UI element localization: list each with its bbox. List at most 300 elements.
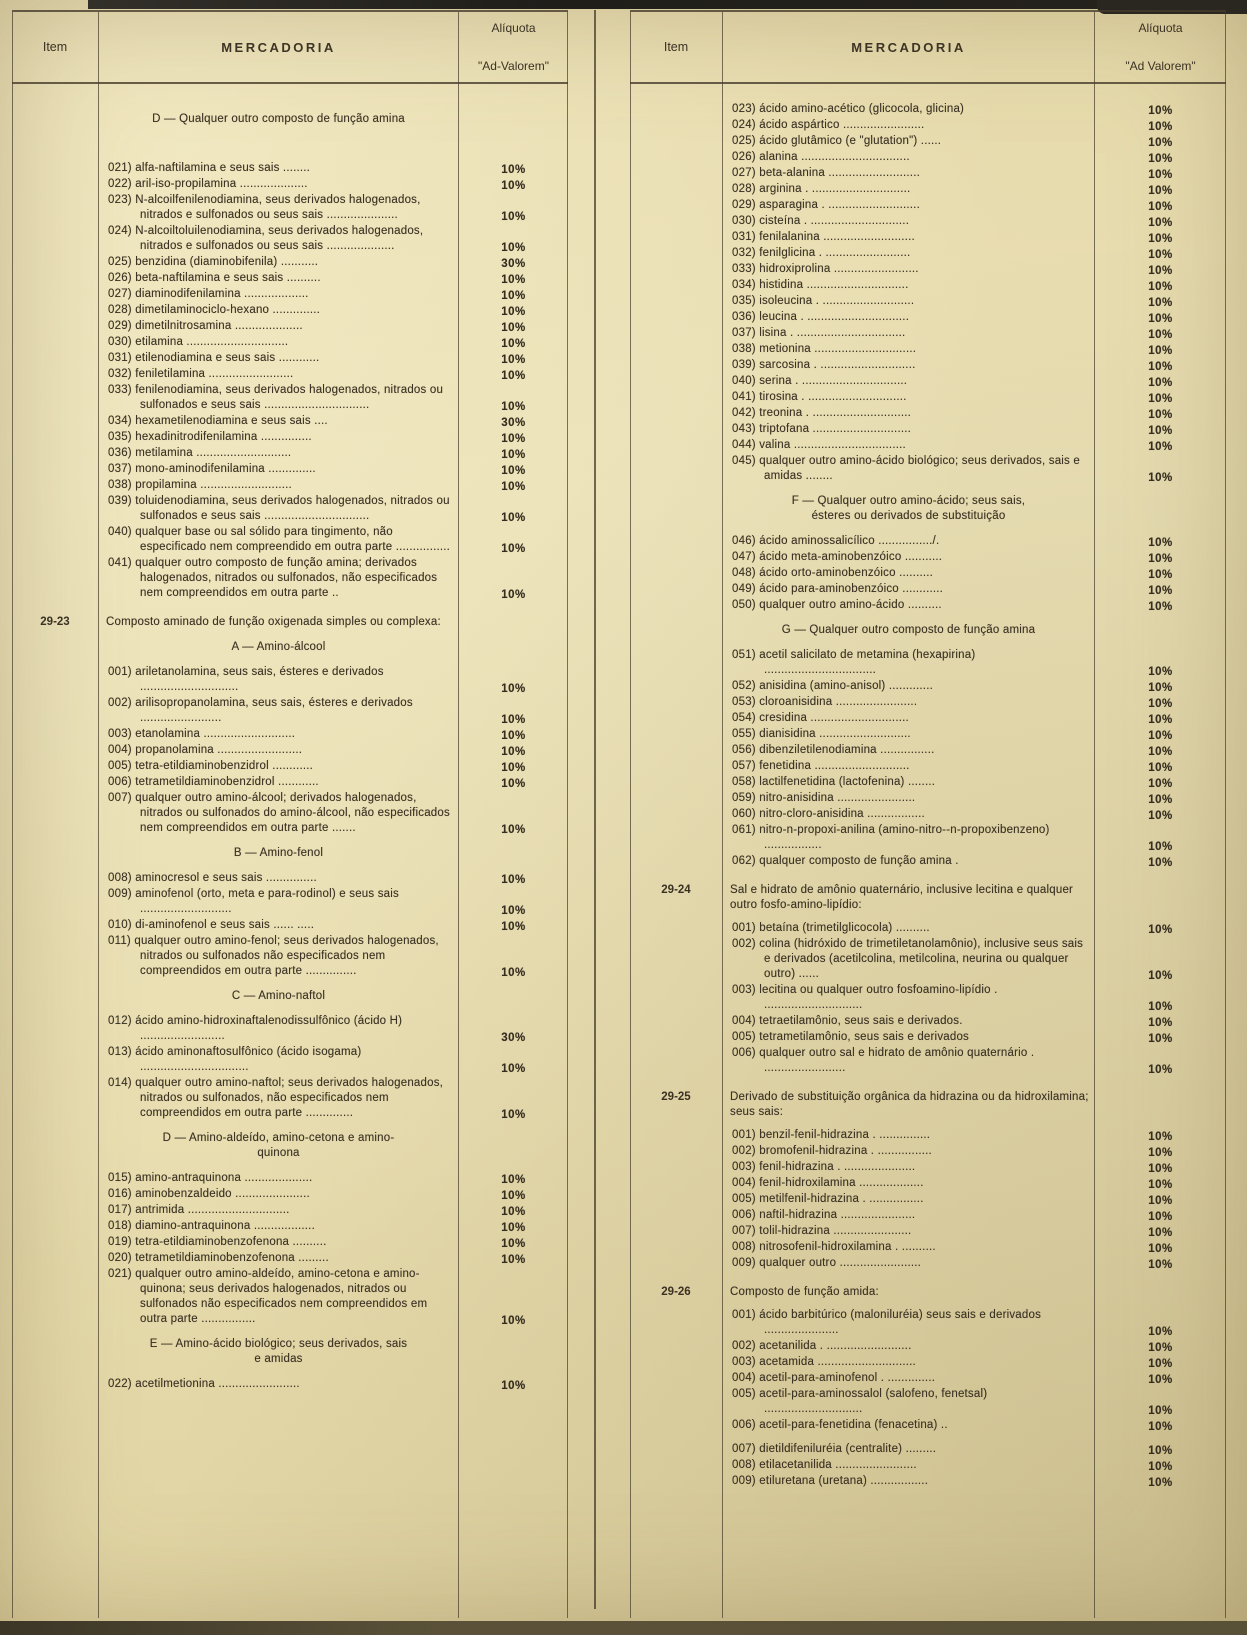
mercadoria-cell: 006) naftil-hidrazina ...................... bbox=[732, 1209, 916, 1221]
scan-edge-top bbox=[88, 0, 1247, 9]
tariff-section-heading-row bbox=[12, 1337, 568, 1367]
item-number-cell bbox=[12, 319, 98, 320]
entry-number: 033) bbox=[732, 263, 760, 275]
item-number-cell bbox=[12, 989, 98, 990]
entry-number: 008) bbox=[732, 1241, 760, 1253]
mercadoria-cell: 015) amino-antraquinona .................... bbox=[108, 1172, 313, 1184]
aliquota-rate-cell: 10% bbox=[501, 589, 526, 601]
aliquota-rate-cell: 10% bbox=[1148, 730, 1173, 742]
tariff-entry-row bbox=[12, 918, 568, 933]
item-number-cell bbox=[630, 230, 722, 231]
item-number-cell bbox=[630, 1474, 722, 1475]
entry-number: 006) bbox=[732, 1047, 760, 1059]
aliquota-rate-cell: 10% bbox=[501, 905, 526, 917]
aliquota-rate-cell: 10% bbox=[1148, 472, 1173, 484]
aliquota-rate-cell: 10% bbox=[501, 1109, 526, 1121]
entry-number: 030) bbox=[732, 215, 760, 227]
aliquota-rate-cell: 10% bbox=[1148, 970, 1173, 982]
item-number-cell bbox=[12, 743, 98, 744]
mercadoria-cell: D — Amino-aldeído, amino-cetona e amino-quinona bbox=[162, 1132, 395, 1159]
mercadoria-cell: 046) ácido aminossalicílico ................/. bbox=[732, 535, 940, 547]
item-number-cell bbox=[630, 358, 722, 359]
aliquota-rate-cell: 10% bbox=[1148, 249, 1173, 261]
tariff-entry-row bbox=[630, 679, 1226, 694]
item-number-cell bbox=[12, 478, 98, 479]
aliquota-rate-cell: 10% bbox=[1148, 121, 1173, 133]
entry-number: 038) bbox=[108, 479, 136, 491]
item-number-cell bbox=[12, 383, 98, 384]
tariff-entry-row bbox=[630, 342, 1226, 357]
aliquota-rate-cell: 10% bbox=[501, 746, 526, 758]
item-number-cell bbox=[630, 1355, 722, 1356]
mercadoria-cell: 004) tetraetilamônio, seus sais e derivados. bbox=[732, 1015, 963, 1027]
mercadoria-cell: 030) etilamina .............................. bbox=[108, 336, 289, 348]
mercadoria-cell: Composto aminado de função oxigenada simples ou complexa: bbox=[106, 616, 441, 628]
aliquota-rate-cell: 10% bbox=[501, 322, 526, 334]
mercadoria-cell: 028) arginina . ............................. bbox=[732, 183, 911, 195]
mercadoria-cell: Composto de função amida: bbox=[730, 1286, 879, 1298]
item-number-cell bbox=[630, 534, 722, 535]
tariff-entry-row bbox=[12, 494, 568, 524]
mercadoria-cell: Derivado de substituição orgânica da hidrazina ou da hidroxilamina; seus sais: bbox=[730, 1091, 1089, 1118]
item-number-cell bbox=[630, 1308, 722, 1309]
item-number-cell bbox=[12, 287, 98, 288]
item-number-cell bbox=[630, 623, 722, 624]
mercadoria-cell: 056) dibenziletilenodiamina ................ bbox=[732, 744, 935, 756]
entry-number: 009) bbox=[732, 1475, 760, 1487]
aliquota-rate-cell: 10% bbox=[1148, 1163, 1173, 1175]
aliquota-rate-cell: 10% bbox=[1148, 441, 1173, 453]
aliquota-rate-cell: 10% bbox=[1148, 169, 1173, 181]
entry-number: 050) bbox=[732, 599, 760, 611]
header-item: Item bbox=[663, 40, 689, 54]
aliquota-rate-cell: 10% bbox=[1148, 746, 1173, 758]
entry-number: 025) bbox=[108, 256, 136, 268]
entry-number: 012) bbox=[108, 1015, 136, 1027]
entry-number: 006) bbox=[732, 1419, 760, 1431]
entry-number: 005) bbox=[732, 1031, 760, 1043]
tariff-entry-row bbox=[630, 438, 1226, 453]
item-number-cell bbox=[12, 696, 98, 697]
item-number-cell bbox=[630, 1144, 722, 1145]
entry-number: 057) bbox=[732, 760, 760, 772]
item-number-cell bbox=[12, 271, 98, 272]
tariff-entry-row bbox=[630, 1355, 1226, 1370]
item-number-cell bbox=[630, 1387, 722, 1388]
mercadoria-cell: 041) tirosina . ............................. bbox=[732, 391, 907, 403]
mercadoria-cell: 032) fenilglicina . ......................... bbox=[732, 247, 911, 259]
mercadoria-cell: G — Qualquer outro composto de função amina bbox=[781, 624, 1036, 636]
tariff-entry-row bbox=[12, 303, 568, 318]
item-number-cell bbox=[12, 934, 98, 935]
item-number-cell bbox=[12, 255, 98, 256]
aliquota-rate-cell: 10% bbox=[1148, 1211, 1173, 1223]
mercadoria-cell: 062) qualquer composto de função amina . bbox=[732, 855, 959, 867]
mercadoria-cell: 026) alanina ................................ bbox=[732, 151, 910, 163]
tariff-entry-row bbox=[12, 224, 568, 254]
entry-number: 055) bbox=[732, 728, 760, 740]
aliquota-rate-cell: 10% bbox=[501, 1315, 526, 1327]
tariff-entry-row bbox=[630, 278, 1226, 293]
tariff-entry-row bbox=[630, 775, 1226, 790]
entry-number: 047) bbox=[732, 551, 760, 563]
item-number-cell bbox=[630, 182, 722, 183]
entry-number: 036) bbox=[108, 447, 136, 459]
aliquota-rate-cell: 10% bbox=[1148, 1477, 1173, 1489]
tariff-entry-row bbox=[630, 294, 1226, 309]
item-number-cell bbox=[12, 446, 98, 447]
entry-number: 034) bbox=[732, 279, 760, 291]
item-number-cell bbox=[630, 727, 722, 728]
mercadoria-cell: 029) asparagina . ........................... bbox=[732, 199, 920, 211]
tariff-entry-row bbox=[630, 566, 1226, 581]
tariff-entry-row bbox=[630, 118, 1226, 133]
tariff-table-left bbox=[12, 10, 568, 1618]
tariff-entry-row bbox=[12, 556, 568, 601]
item-number-cell bbox=[630, 695, 722, 696]
tariff-entry-row bbox=[630, 406, 1226, 421]
aliquota-rate-cell: 10% bbox=[1148, 841, 1173, 853]
item-number-cell bbox=[630, 679, 722, 680]
entry-number: 002) bbox=[732, 1145, 760, 1157]
mercadoria-cell: 024) N-alcoiltoluilenodiamina, seus derivados halogenados, nitrados e sulfonados ou seus sais .................... bbox=[108, 225, 424, 252]
item-number-cell bbox=[12, 556, 98, 557]
entry-number: 018) bbox=[108, 1220, 136, 1232]
row-spacer bbox=[12, 137, 568, 161]
entry-number: 051) bbox=[732, 649, 760, 661]
tariff-entry-row bbox=[12, 887, 568, 917]
mercadoria-cell: 022) aril-iso-propilamina .................... bbox=[108, 178, 308, 190]
tariff-entry-row bbox=[630, 150, 1226, 165]
item-number-cell bbox=[630, 198, 722, 199]
mercadoria-cell: 007) dietildifeniluréia (centralite) ......... bbox=[732, 1443, 937, 1455]
mercadoria-cell: 058) lactilfenetidina (lactofenina) ........ bbox=[732, 776, 936, 788]
header-aliquota-line1: Alíquota bbox=[1138, 21, 1183, 35]
tariff-entry-row bbox=[630, 1176, 1226, 1191]
aliquota-rate-cell: 10% bbox=[501, 874, 526, 886]
tariff-entry-row bbox=[12, 335, 568, 350]
aliquota-rate-cell: 10% bbox=[1148, 137, 1173, 149]
aliquota-rate-cell: 10% bbox=[501, 762, 526, 774]
item-number-cell bbox=[12, 112, 98, 113]
item-number-cell bbox=[630, 1256, 722, 1257]
mercadoria-cell: 026) beta-naftilamina e seus sais .......... bbox=[108, 272, 321, 284]
entry-number: 041) bbox=[108, 557, 136, 569]
tariff-entry-row bbox=[12, 414, 568, 429]
item-number-cell bbox=[630, 823, 722, 824]
tariff-section-heading-row bbox=[12, 1131, 568, 1161]
mercadoria-cell: 060) nitro-cloro-anisidina ................. bbox=[732, 808, 925, 820]
mercadoria-cell: 042) treonina . ............................. bbox=[732, 407, 912, 419]
item-number-cell bbox=[630, 1418, 722, 1419]
mercadoria-cell: 038) metionina .............................. bbox=[732, 343, 917, 355]
entry-number: 009) bbox=[108, 888, 136, 900]
item-number-cell bbox=[12, 1267, 98, 1268]
aliquota-rate-cell: 10% bbox=[501, 1254, 526, 1266]
entry-number: 040) bbox=[732, 375, 760, 387]
aliquota-rate-cell: 10% bbox=[501, 211, 526, 223]
entry-number: 013) bbox=[108, 1046, 136, 1058]
item-number-cell bbox=[630, 406, 722, 407]
entry-number: 025) bbox=[732, 135, 760, 147]
aliquota-rate-cell: 10% bbox=[1148, 1374, 1173, 1386]
item-number-cell bbox=[630, 1014, 722, 1015]
mercadoria-cell: 057) fenetidina ............................ bbox=[732, 760, 910, 772]
aliquota-rate-cell: 10% bbox=[1148, 105, 1173, 117]
entry-number: 028) bbox=[108, 304, 136, 316]
tariff-entry-row bbox=[12, 319, 568, 334]
tariff-entry-row bbox=[630, 1128, 1226, 1143]
tariff-entry-row bbox=[630, 246, 1226, 261]
entry-number: 008) bbox=[108, 872, 136, 884]
tariff-entry-row bbox=[630, 854, 1226, 869]
aliquota-rate-cell: 10% bbox=[1148, 1131, 1173, 1143]
entry-number: 005) bbox=[732, 1388, 760, 1400]
item-number-cell bbox=[630, 134, 722, 135]
mercadoria-cell: 002) arilisopropanolamina, seus sais, ésteres e derivados ........................ bbox=[108, 697, 413, 724]
tariff-entry-row bbox=[630, 1030, 1226, 1045]
tariff-entry-row bbox=[630, 326, 1226, 341]
aliquota-rate-cell: 10% bbox=[501, 290, 526, 302]
aliquota-rate-cell: 10% bbox=[1148, 1001, 1173, 1013]
header-mercadoria: MERCADORIA bbox=[851, 39, 966, 55]
mercadoria-cell: 021) qualquer outro amino-aldeído, amino-cetona e amino-quinona; seus derivados halogenados, nitrados ou sulfonados não especificados nem compreendidos em outra parte ................ bbox=[108, 1268, 428, 1325]
mercadoria-cell: 025) benzidina (diaminobifenila) ........... bbox=[108, 256, 319, 268]
item-number-cell bbox=[12, 335, 98, 336]
item-number-cell bbox=[630, 246, 722, 247]
entry-number: 001) bbox=[732, 922, 760, 934]
item-number-cell bbox=[630, 648, 722, 649]
entry-number: 039) bbox=[732, 359, 760, 371]
entry-number: 034) bbox=[108, 415, 136, 427]
mercadoria-cell: 006) qualquer outro sal e hidrato de amônio quaternário . ........................ bbox=[732, 1047, 1035, 1074]
entry-number: 007) bbox=[108, 792, 136, 804]
entry-number: 001) bbox=[732, 1309, 760, 1321]
aliquota-rate-cell: 10% bbox=[501, 543, 526, 555]
mercadoria-cell: A — Amino-álcool bbox=[231, 641, 326, 653]
mercadoria-cell: E — Amino-ácido biológico; seus derivados, sais e amidas bbox=[149, 1338, 408, 1365]
entry-number: 023) bbox=[732, 103, 760, 115]
item-number-cell: 29-25 bbox=[661, 1091, 691, 1103]
item-number-cell bbox=[12, 1045, 98, 1046]
mercadoria-cell: 061) nitro-n-propoxi-anilina (amino-nitro--n-propoxibenzeno) ................. bbox=[732, 824, 1050, 851]
item-number-cell bbox=[630, 1046, 722, 1047]
aliquota-rate-cell: 10% bbox=[501, 401, 526, 413]
mercadoria-cell: 002) bromofenil-hidrazina . ................ bbox=[732, 1145, 932, 1157]
tariff-entry-row bbox=[630, 1474, 1226, 1489]
aliquota-rate-cell: 10% bbox=[1148, 313, 1173, 325]
tariff-section-heading-row bbox=[12, 989, 568, 1004]
mercadoria-cell: 005) acetil-para-aminossalol (salofeno, fenetsal) ............................. bbox=[732, 1388, 988, 1415]
entry-number: 021) bbox=[108, 162, 136, 174]
mercadoria-cell: 059) nitro-anisidina ....................... bbox=[732, 792, 916, 804]
tariff-entry-row bbox=[630, 1224, 1226, 1239]
tariff-entry-row bbox=[630, 921, 1226, 936]
mercadoria-cell: 047) ácido meta-aminobenzóico ........... bbox=[732, 551, 943, 563]
scan-edge-bottom bbox=[0, 1621, 1247, 1635]
header-mercadoria: MERCADORIA bbox=[221, 39, 336, 55]
tariff-entry-row bbox=[12, 271, 568, 286]
mercadoria-cell: B — Amino-fenol bbox=[233, 847, 324, 859]
aliquota-rate-cell: 10% bbox=[501, 274, 526, 286]
entry-number: 004) bbox=[732, 1177, 760, 1189]
aliquota-rate-cell: 10% bbox=[1148, 153, 1173, 165]
item-number-cell bbox=[630, 711, 722, 712]
entry-number: 029) bbox=[108, 320, 136, 332]
item-number-cell bbox=[630, 1030, 722, 1031]
entry-number: 021) bbox=[108, 1268, 136, 1280]
aliquota-rate-cell: 10% bbox=[1148, 393, 1173, 405]
header-aliquota bbox=[459, 12, 568, 82]
item-number-cell bbox=[630, 807, 722, 808]
mercadoria-cell: 008) nitrosofenil-hidroxilamina . .......... bbox=[732, 1241, 936, 1253]
entry-number: 030) bbox=[108, 336, 136, 348]
aliquota-rate-cell: 10% bbox=[501, 967, 526, 979]
tariff-entry-row bbox=[12, 287, 568, 302]
entry-number: 009) bbox=[732, 1257, 760, 1269]
aliquota-rate-cell: 10% bbox=[1148, 1326, 1173, 1338]
aliquota-rate-cell: 30% bbox=[501, 258, 526, 270]
aliquota-rate-cell: 10% bbox=[501, 370, 526, 382]
tariff-entry-row bbox=[12, 161, 568, 176]
tariff-entry-row bbox=[630, 759, 1226, 774]
aliquota-rate-cell: 30% bbox=[501, 1032, 526, 1044]
tariff-entry-row bbox=[630, 422, 1226, 437]
mercadoria-cell: 028) dimetilaminociclo-hexano .............. bbox=[108, 304, 321, 316]
mercadoria-cell: 048) ácido orto-aminobenzóico .......... bbox=[732, 567, 934, 579]
entry-number: 028) bbox=[732, 183, 760, 195]
item-number-cell bbox=[630, 422, 722, 423]
aliquota-rate-cell: 10% bbox=[501, 824, 526, 836]
row-spacer bbox=[630, 1434, 1226, 1442]
tariff-entry-row bbox=[12, 791, 568, 836]
entry-number: 060) bbox=[732, 808, 760, 820]
item-number-cell bbox=[630, 1458, 722, 1459]
tariff-entry-row bbox=[12, 727, 568, 742]
mercadoria-cell: D — Qualquer outro composto de função amina bbox=[152, 113, 405, 125]
tariff-entry-row bbox=[630, 1192, 1226, 1207]
item-number-cell bbox=[12, 1337, 98, 1338]
item-number-cell bbox=[12, 1171, 98, 1172]
item-number-cell bbox=[12, 414, 98, 415]
entry-number: 008) bbox=[732, 1459, 760, 1471]
mercadoria-cell: 008) etilacetanilida ........................ bbox=[732, 1459, 917, 1471]
tariff-entry-row bbox=[630, 1256, 1226, 1271]
entry-number: 022) bbox=[108, 178, 136, 190]
entry-number: 020) bbox=[108, 1252, 136, 1264]
aliquota-rate-cell: 10% bbox=[1148, 233, 1173, 245]
tariff-entry-row bbox=[12, 351, 568, 366]
center-column-divider bbox=[594, 10, 596, 1609]
mercadoria-cell: 001) betaína (trimetilglicocola) .......... bbox=[732, 922, 930, 934]
tariff-entry-row bbox=[630, 310, 1226, 325]
item-number-cell bbox=[630, 214, 722, 215]
item-number-cell bbox=[12, 727, 98, 728]
item-number-cell bbox=[630, 326, 722, 327]
item-number-cell bbox=[12, 1076, 98, 1077]
entry-number: 005) bbox=[108, 760, 136, 772]
aliquota-rate-cell: 10% bbox=[1148, 1064, 1173, 1076]
aliquota-rate-cell: 10% bbox=[1148, 569, 1173, 581]
item-number-cell bbox=[630, 775, 722, 776]
item-number-cell bbox=[12, 161, 98, 162]
tariff-section-heading-row bbox=[630, 623, 1226, 638]
item-number-cell bbox=[630, 342, 722, 343]
mercadoria-cell: C — Amino-naftol bbox=[231, 990, 326, 1002]
mercadoria-cell: 001) ácido barbitúrico (maloniluréia) seus sais e derivados ...................... bbox=[732, 1309, 1042, 1336]
mercadoria-cell: 040) qualquer base ou sal sólido para tingimento, não especificado nem compreendido em outra parte ................ bbox=[108, 526, 451, 553]
tariff-entry-row bbox=[630, 1339, 1226, 1354]
entry-number: 032) bbox=[732, 247, 760, 259]
entry-number: 058) bbox=[732, 776, 760, 788]
entry-number: 004) bbox=[732, 1015, 760, 1027]
aliquota-rate-cell: 10% bbox=[1148, 1421, 1173, 1433]
mercadoria-cell: 038) propilamina ........................... bbox=[108, 479, 292, 491]
tariff-entry-row bbox=[630, 1160, 1226, 1175]
tariff-entry-row bbox=[630, 1240, 1226, 1255]
tariff-rows-right bbox=[630, 84, 1226, 1489]
entry-number: 004) bbox=[108, 744, 136, 756]
item-number-cell bbox=[12, 1219, 98, 1220]
tariff-entry-row bbox=[12, 1267, 568, 1327]
entry-number: 019) bbox=[108, 1236, 136, 1248]
tariff-entry-row bbox=[12, 193, 568, 223]
tariff-entry-row bbox=[12, 934, 568, 979]
tariff-entry-row bbox=[12, 759, 568, 774]
item-number-cell bbox=[630, 1339, 722, 1340]
aliquota-rate-cell: 10% bbox=[1148, 553, 1173, 565]
entry-number: 033) bbox=[108, 384, 136, 396]
tariff-entry-row bbox=[12, 1014, 568, 1044]
aliquota-rate-cell: 10% bbox=[1148, 1342, 1173, 1354]
item-number-cell: 29-24 bbox=[661, 884, 691, 896]
header-aliquota bbox=[1095, 12, 1226, 82]
item-number-cell bbox=[12, 1014, 98, 1015]
entry-number: 035) bbox=[732, 295, 760, 307]
tariff-entry-row bbox=[12, 430, 568, 445]
tariff-entry-row bbox=[630, 648, 1226, 678]
aliquota-rate-cell: 10% bbox=[1148, 1243, 1173, 1255]
mercadoria-cell: 014) qualquer outro amino-naftol; seus derivados halogenados, nitrados ou sulfonados, não especificados nem compreendidos em outra parte .............. bbox=[108, 1077, 444, 1119]
tariff-entry-row bbox=[12, 1251, 568, 1266]
item-number-cell bbox=[630, 438, 722, 439]
mercadoria-cell: 031) etilenodiamina e seus sais ............ bbox=[108, 352, 320, 364]
item-number-cell bbox=[12, 1203, 98, 1204]
mercadoria-cell: 034) hexametilenodiamina e seus sais .... bbox=[108, 415, 328, 427]
item-number-cell bbox=[12, 193, 98, 194]
aliquota-rate-cell: 10% bbox=[1148, 361, 1173, 373]
tariff-entry-row bbox=[630, 711, 1226, 726]
tariff-entry-row bbox=[12, 462, 568, 477]
tariff-entry-row bbox=[630, 1014, 1226, 1029]
mercadoria-cell: 049) ácido para-aminobenzóico ............ bbox=[732, 583, 944, 595]
entry-number: 045) bbox=[732, 455, 760, 467]
mercadoria-cell: 024) ácido aspártico ........................ bbox=[732, 119, 925, 131]
tariff-entry-row bbox=[630, 1442, 1226, 1457]
entry-number: 061) bbox=[732, 824, 760, 836]
entry-number: 036) bbox=[732, 311, 760, 323]
item-number-cell bbox=[12, 1377, 98, 1378]
mercadoria-cell: 045) qualquer outro amino-ácido biológico; seus derivados, sais e amidas ........ bbox=[732, 455, 1080, 482]
tariff-entry-row bbox=[630, 1371, 1226, 1386]
tariff-entry-row bbox=[630, 550, 1226, 565]
tariff-entry-row bbox=[12, 383, 568, 413]
mercadoria-cell: 041) qualquer outro composto de função amina; derivados halogenados, nitrados ou sulfonados, não especificados nem compreendidos em outra parte .. bbox=[108, 557, 438, 599]
entry-number: 004) bbox=[732, 1372, 760, 1384]
mercadoria-cell: 051) acetil salicilato de metamina (hexapirina) ................................. bbox=[732, 649, 976, 676]
item-number-cell bbox=[630, 1192, 722, 1193]
entry-number: 002) bbox=[732, 938, 760, 950]
